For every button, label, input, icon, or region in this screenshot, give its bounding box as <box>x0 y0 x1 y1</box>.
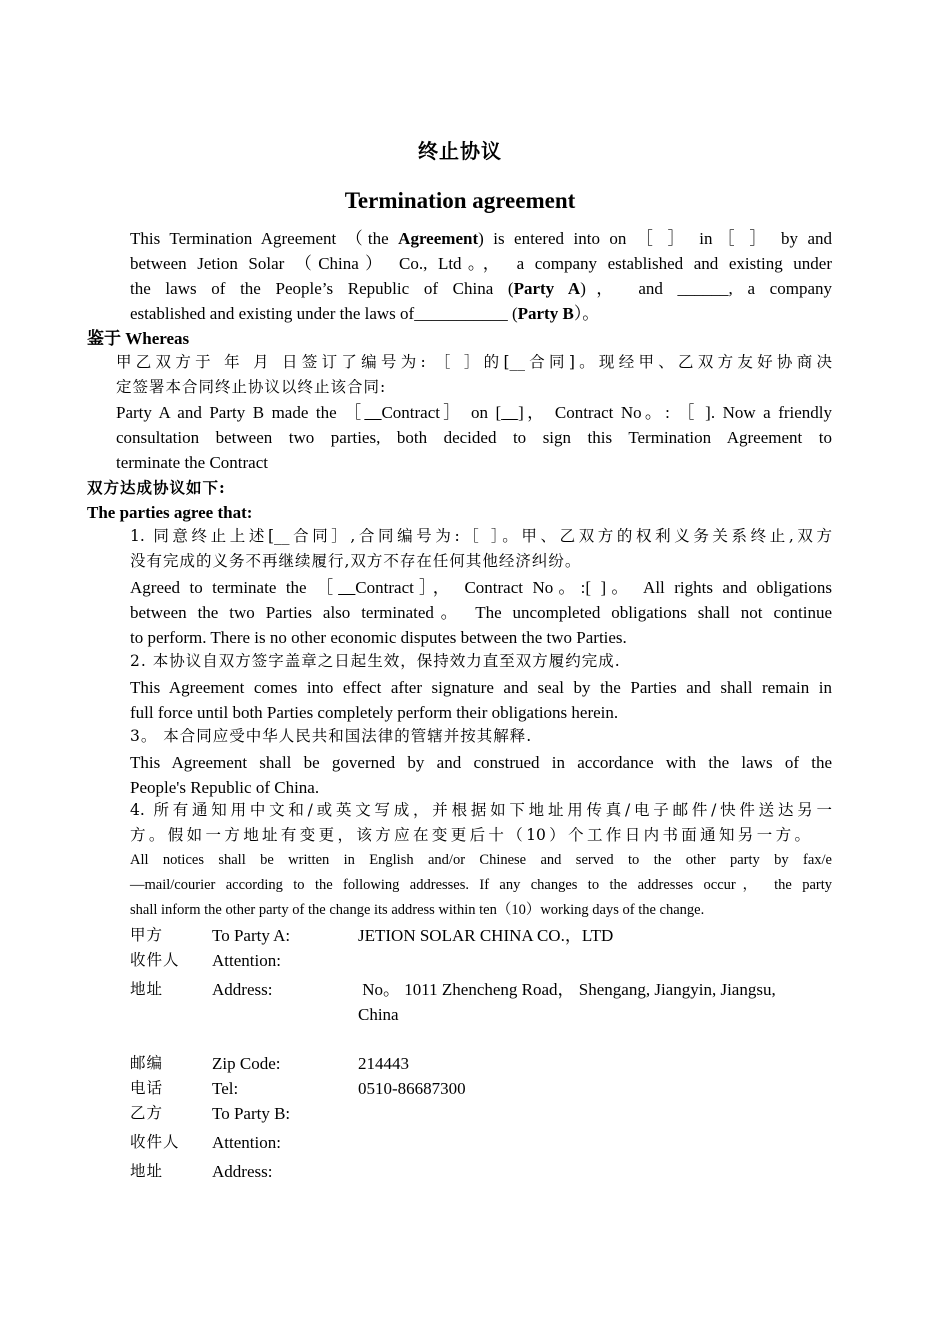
clause4-en-line-3: shall inform the other party of the change its address within ten（10）working days of the change. <box>130 902 705 918</box>
party-a-label-en: To Party A: <box>212 926 291 945</box>
clause1-text: Agreed to terminate the ［ <box>130 578 339 597</box>
clause1-cn-line-2: 没有完成的义务不再继续履行,双方不存在任何其他经济纠纷。 <box>130 552 582 570</box>
party-b-attention-label-en: Attention: <box>212 1133 281 1152</box>
clause1-cn-line-1: 1. 同意终止上述[__合同］,合同编号为:［ ］。甲、乙双方的权利义务关系终止,双方 <box>130 527 832 545</box>
party-b-address-label-cn: 地址 <box>130 1162 164 1180</box>
party-a-term: Party A <box>513 279 581 298</box>
title-chinese: 终止协议 <box>418 139 502 163</box>
intro-line-3 <box>130 276 832 301</box>
blank-field: __ <box>338 578 356 597</box>
party-a-label-cn: 甲方 <box>130 926 164 944</box>
whereas-cn-line-2: 定签署本合同终止协议以终止该合同: <box>116 378 387 396</box>
party-b-attention-label-cn: 收件人 <box>130 1133 180 1151</box>
intro-text: )， and ______, a company <box>580 279 832 298</box>
whereas-en-line-3: terminate the Contract <box>116 453 268 472</box>
intro-text: ) is entered into on ［ ］ in［ ］ by and <box>478 229 832 248</box>
clause4-en-line-2: —mail/courier according to the following addresses. If any changes to the addresses occur， the party <box>130 877 832 893</box>
clause2-cn: 2. 本协议自双方签字盖章之日起生效，保持效力直至双方履约完成. <box>130 652 621 670</box>
whereas-heading: 鉴于 Whereas <box>87 329 190 348</box>
clause1-en-line-1 <box>130 575 832 600</box>
party-a-address-line-2: China <box>358 1005 399 1024</box>
clause1-en-line-3: to perform. There is no other economic disputes between the two Parties. <box>130 628 627 647</box>
whereas-cn-line-1: 甲乙双方于 年 月 日签订了编号为: ［ ］的[__合同]。现经甲、乙双方友好协商决 <box>116 353 832 371</box>
clause4-cn-line-1: 4. 所有通知用中文和/或英文写成，并根据如下地址用传真/电子邮件/快件送达另一 <box>130 801 832 819</box>
party-a-tel-value: 0510-86687300 <box>358 1079 466 1098</box>
blank-field: [__] <box>495 403 524 422</box>
agree-heading-cn: 双方达成协议如下: <box>87 478 226 497</box>
agree-heading-en: The parties agree that: <box>87 503 253 522</box>
agreement-term: Agreement <box>398 229 479 248</box>
party-a-address-label-en: Address: <box>212 980 273 999</box>
party-a-zip-label-cn: 邮编 <box>130 1054 164 1072</box>
intro-text: the laws of the People’s Republic of China ( <box>130 279 514 298</box>
party-b-label-cn: 乙方 <box>130 1104 164 1122</box>
party-a-name: JETION SOLAR CHINA CO.，LTD <box>358 926 614 945</box>
party-a-address-label-cn: 地址 <box>130 980 164 998</box>
party-a-address-line-1: No。 1011 Zhencheng Road， Shengang, Jiangyin, Jiangsu, <box>358 980 776 999</box>
clause4-cn-line-2: 方。假如一方地址有变更，该方应在变更后十（10）个工作日内书面通知另一方。 <box>130 826 810 844</box>
intro-text: ）。 <box>573 304 600 323</box>
intro-text: established and existing under the laws of___________ ( <box>130 304 518 323</box>
clause2-en-line-2: full force until both Parties completely perform their obligations herein. <box>130 703 619 722</box>
whereas-en-line-2: consultation between two parties, both decided to sign this Termination Agreement to <box>116 428 832 447</box>
party-a-zip-value: 214443 <box>358 1054 409 1073</box>
intro-text: This Termination Agreement （the <box>130 229 399 248</box>
clause4-en-line-1: All notices shall be written in English and/or Chinese and served to the other party by fax/e <box>130 852 832 868</box>
clause3-en-line-2: People's Republic of China. <box>130 778 320 797</box>
clause2-en-line-1: This Agreement comes into effect after signature and seal by the Parties and shall remain in <box>130 678 832 697</box>
whereas-text: Contract］ on <box>381 403 488 422</box>
clause3-en-line-1: This Agreement shall be governed by and construed in accordance with the laws of the <box>130 753 832 772</box>
whereas-text: Party A and Party B made the ［ <box>116 403 365 422</box>
whereas-text: ， Contract No。: ［ ]. Now a friendly <box>523 403 833 422</box>
party-a-tel-label-en: Tel: <box>212 1079 239 1098</box>
party-b-address-label-en: Address: <box>212 1162 273 1181</box>
clause3-cn: 3。 本合同应受中华人民共和国法律的管辖并按其解释. <box>130 727 533 745</box>
party-a-attention-label-en: Attention: <box>212 951 281 970</box>
blank-field: __ <box>364 403 382 422</box>
party-a-zip-label-en: Zip Code: <box>212 1054 281 1073</box>
clause1-en-line-2: between the two Parties also terminated。 The uncompleted obligations shall not continue <box>130 603 832 622</box>
whereas-en-line-1 <box>116 400 832 425</box>
title-english: Termination agreement <box>344 188 576 213</box>
party-b-term: Party B <box>517 304 574 323</box>
party-a-tel-label-cn: 电话 <box>130 1079 164 1097</box>
intro-line-2: between Jetion Solar （China） Co., Ltd。， a company established and existing under <box>130 254 832 273</box>
intro-line-1 <box>130 226 832 251</box>
party-b-label-en: To Party B: <box>212 1104 291 1123</box>
intro-line-4 <box>130 301 599 326</box>
party-a-attention-label-cn: 收件人 <box>130 951 180 969</box>
clause1-text: Contract］， Contract No。:[ ]。 All rights and obligations <box>355 578 832 597</box>
